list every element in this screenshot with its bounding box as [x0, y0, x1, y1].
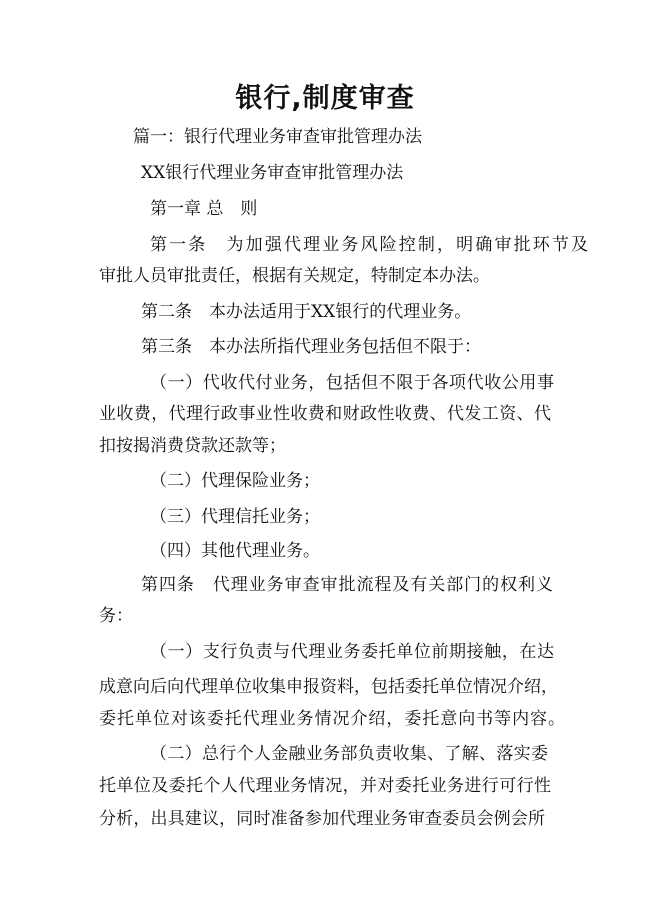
article-4-item-1-line-1: （一）支行负责与代理业务委托单位前期接触，在达 [150, 642, 554, 662]
item-2: （二）代理保险业务； [150, 471, 320, 491]
document-title: 银行,制度审查 [235, 83, 415, 114]
article-4-item-2-line-3: 分析，出具建议，同时准备参加代理业务审查委员会例会所 [99, 809, 545, 829]
item-1-line-2: 业收费，代理行政事业性收费和财政性收费、代发工资、代 [99, 404, 551, 424]
article-1-line-2: 审批人员审批责任，根据有关规定，特制定本办法。 [99, 266, 490, 286]
article-1-line-1: 第一条 为加强代理业务风险控制，明确审批环节及 [150, 235, 588, 255]
chapter-heading: 第一章 总 则 [150, 199, 258, 219]
article-3: 第三条 本办法所指代理业务包括但不限于： [141, 337, 481, 357]
item-3: （三）代理信托业务； [150, 507, 320, 527]
item-1-line-3: 扣按揭消费贷款还款等； [99, 436, 286, 456]
article-2: 第二条 本办法适用于XX银行的代理业务。 [141, 302, 472, 322]
item-4: （四）其他代理业务。 [150, 541, 320, 561]
article-4-item-1-line-2: 成意向后向代理单位收集申报资料，包括委托单位情况介绍， [99, 677, 558, 697]
article-4-item-1-line-3: 委托单位对该委托代理业务情况介绍，委托意向书等内容。 [99, 709, 565, 729]
article-4-line-1: 第四条 代理业务审查审批流程及有关部门的权利义 [141, 575, 553, 595]
regulation-title: XX银行代理业务审查审批管理办法 [141, 163, 404, 183]
item-1-line-1: （一）代收代付业务，包括但不限于各项代收公用事 [150, 373, 554, 393]
article-4-item-2-line-1: （二）总行个人金融业务部负责收集、了解、落实委 [150, 744, 548, 764]
article-4-line-2: 务： [99, 606, 133, 626]
section-heading: 篇一：银行代理业务审查审批管理办法 [133, 127, 422, 147]
article-4-item-2-line-2: 托单位及委托个人代理业务情况，并对委托业务进行可行性 [99, 776, 551, 796]
